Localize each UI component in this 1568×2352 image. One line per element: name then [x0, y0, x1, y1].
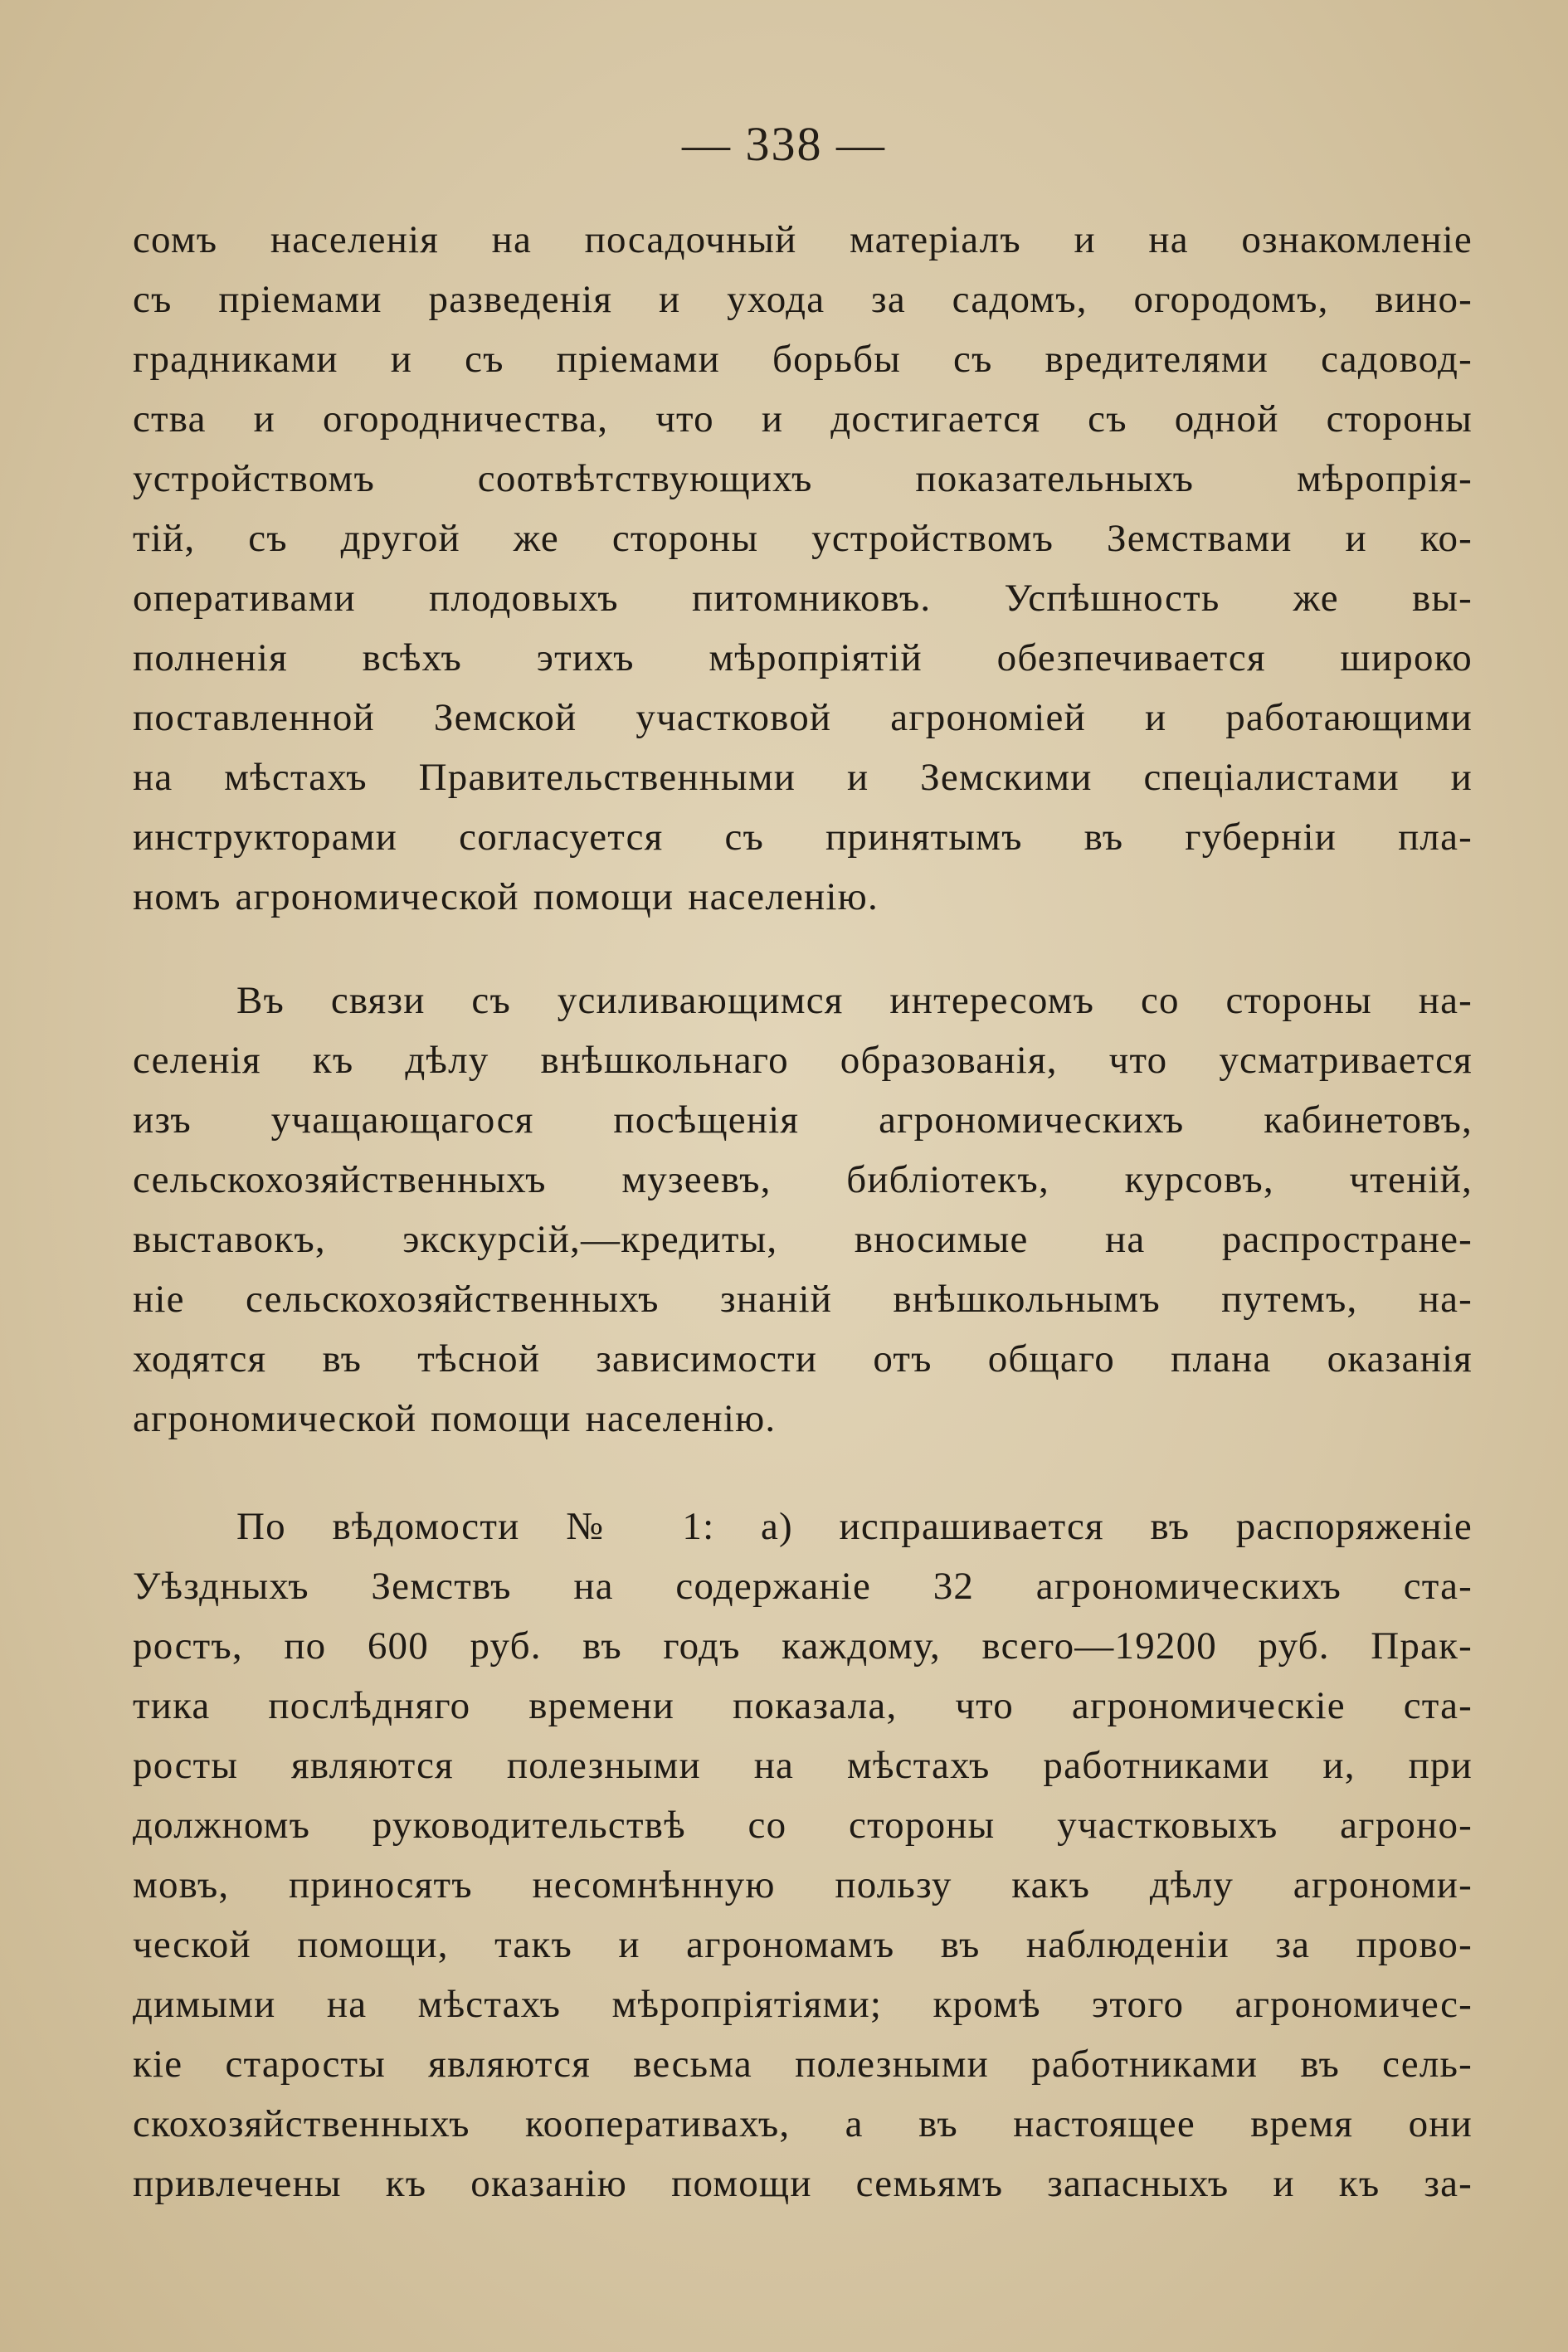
text-line: инструкторами согласуется съ принятымъ въ губерніи пла-	[133, 816, 1473, 859]
text-line: ніе сельскохозяйственныхъ знаній внѣшкольнымъ путемъ, на-	[133, 1278, 1473, 1321]
text-line: мовъ, приносятъ несомнѣнную пользу какъ дѣлу агрономи-	[133, 1863, 1473, 1906]
text-line: агрономической помощи населенію.	[133, 1397, 777, 1440]
text-line: димыми на мѣстахъ мѣропріятіями; кромѣ этого агрономичес-	[133, 1983, 1473, 2026]
text-line: Уѣздныхъ Земствъ на содержаніе 32 агрономическихъ ста-	[133, 1565, 1473, 1608]
text-line: поставленной Земской участковой агрономіей и работающими	[133, 696, 1473, 739]
text-line: устройствомъ соотвѣтствующихъ показательныхъ мѣропрія-	[133, 457, 1473, 500]
text-line: тій, съ другой же стороны устройствомъ Земствами и ко-	[133, 517, 1473, 560]
text-line: росты являются полезными на мѣстахъ работниками и, при	[133, 1744, 1473, 1787]
text-line: съ пріемами разведенія и ухода за садомъ, огородомъ, вино-	[133, 278, 1473, 321]
text-line: выставокъ, экскурсій,—кредиты, вносимые на распростране-	[133, 1218, 1473, 1261]
page-number: — 338 —	[682, 117, 886, 171]
text-line: ства и огородничества, что и достигается съ одной стороны	[133, 397, 1473, 441]
text-line: тика послѣдняго времени показала, что агрономическіе ста-	[133, 1684, 1473, 1727]
text-line: скохозяйственныхъ кооперативахъ, а въ настоящее время они	[133, 2102, 1473, 2145]
paragraph-2	[133, 971, 1473, 1449]
text-line: сельскохозяйственныхъ музеевъ, библіотекъ, курсовъ, чтеній,	[133, 1158, 1473, 1201]
text-line: ходятся въ тѣсной зависимости отъ общаго плана оказанія	[133, 1337, 1473, 1381]
text-line: оперативами плодовыхъ питомниковъ. Успѣшность же вы-	[133, 577, 1473, 620]
text-line: ростъ, по 600 руб. въ годъ каждому, всего—19200 руб. Прак-	[133, 1624, 1473, 1668]
text-line: градниками и съ пріемами борьбы съ вредителями садовод-	[133, 338, 1473, 381]
paragraph-3	[133, 1497, 1473, 2213]
text-line: полненія всѣхъ этихъ мѣропріятій обезпечивается широко	[133, 636, 1473, 679]
text-line: По вѣдомости № 1: а) испрашивается въ распоряженіе	[236, 1505, 1473, 1548]
text-line: Въ связи съ усиливающимся интересомъ со стороны на-	[236, 979, 1473, 1022]
text-line: кіе старосты являются весьма полезными работниками въ сель-	[133, 2043, 1473, 2086]
text-line: сомъ населенія на посадочный матеріалъ и на ознакомленіе	[133, 218, 1473, 261]
text-line: ческой помощи, такъ и агрономамъ въ наблюденіи за прово-	[133, 1923, 1473, 1966]
text-line: изъ учащающагося посѣщенія агрономическихъ кабинетовъ,	[133, 1098, 1473, 1142]
text-line: привлечены къ оказанію помощи семьямъ запасныхъ и къ за-	[133, 2162, 1473, 2205]
paragraph-1	[133, 210, 1473, 927]
text-line: селенія къ дѣлу внѣшкольнаго образованія, что усматривается	[133, 1039, 1473, 1082]
text-line: на мѣстахъ Правительственными и Земскими спеціалистами и	[133, 756, 1473, 799]
text-line: должномъ руководительствѣ со стороны участковыхъ агроно-	[133, 1804, 1473, 1847]
text-line: номъ агрономической помощи населенію.	[133, 875, 879, 918]
